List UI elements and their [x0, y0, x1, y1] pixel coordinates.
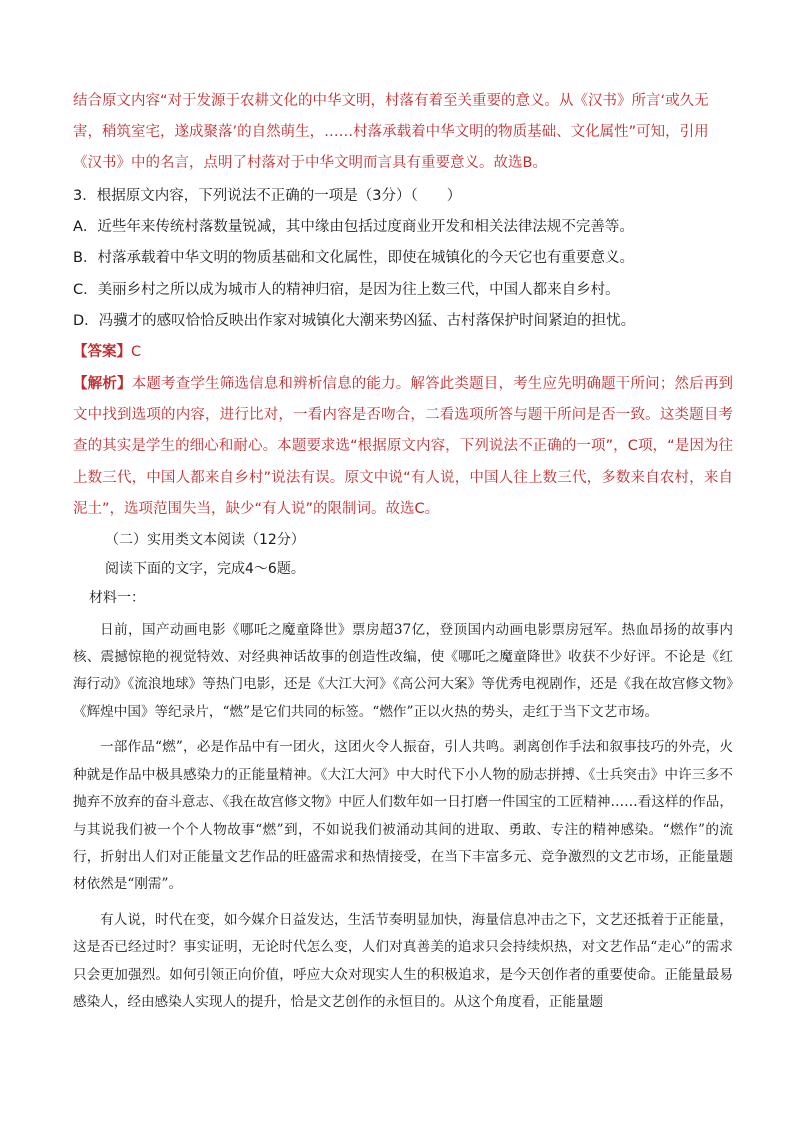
analysis-label: 【解析】 [73, 375, 132, 392]
material-paragraph: 一部作品“燃”，必是作品中有一团火，这团火令人振奋，引人共鸣。剥离创作手法和叙事技巧的外壳，火种就是作品中极具感染力的正能量精神。《大江大河》中大时代下小人物的励志拼搏、《士兵突击》中许三多不抛弃不放弃的奋斗意志、《我在故宫修文物》中匠人们数年如一日打磨一件国宝的工匠精神……看这样的作品，与其说我们被一个个人物故事“燃”到，不如说我们被涌动其间的进取、勇敢、专注的精神感染。“燃作”的流行，折射出人们对正能量文艺作品的旺盛需求和热情接受，在当下丰富多元、竞争激烈的文艺市场，正能量题材依然是“刚需”。 [73, 739, 733, 893]
material-paragraph: 有人说，时代在变，如今媒介日益发达，生活节奏明显加快，海量信息冲击之下，文艺还抵着于正能量，这是否已经过时？事实证明，无论时代怎么变，人们对真善美的追求只会持续炽热，对文艺作品“走心”的需求只会更加强烈。如何引领正向价值，呼应大众对现实人生的积极追求，是今天创作者的重要使命。正能量最易感染人，经由感染人实现人的提升，恰是文艺创作的永恒目的。从这个角度看，正能量题 [73, 911, 733, 1010]
option-c: C．美丽乡村之所以成为城市人的精神归宿，是因为往上数三代，中国人都来自乡村。 [73, 281, 620, 298]
answer-line [73, 337, 733, 368]
analysis-text: 本题考查学生筛选信息和辨析信息的能力。解答此类题目，考生应先明确题干所问；然后再到文中找到选项的内容，进行比对，一看内容是否吻合，二看选项所答与题干所问是否一致。这类题目考查的其实是学生的细心和耐心。本题要求选“根据原文内容，下列说法不正确的一项”，C项，“是因为往上数三代，中国人都来自乡村”说法有误。原文中说“有人说，中国人往上数三代，多数来自农村，来自泥土”，选项范围失当，缺少“有人说”的限制词。故选C。 [73, 375, 734, 518]
document-page [73, 86, 733, 1016]
answer-value: C [131, 344, 142, 361]
section-instruction: 阅读下面的文字，完成4～6题。 [105, 560, 305, 577]
option-a: A．近些年来传统村落数量锐减，其中缘由包括过度商业开发和相关法律法规不完善等。 [73, 218, 634, 235]
question-3-stem: 3．根据原文内容，下列说法不正确的一项是（3分）（ ） [73, 187, 462, 204]
material-label: 材料一： [89, 589, 145, 606]
section-title: （二）实用类文本阅读（12分） [105, 531, 305, 548]
material-paragraph: 日前，国产动画电影《哪吒之魔童降世》票房超37亿，登顶国内动画电影票房冠军。热血昂扬的故事内核、震撼惊艳的视觉特效、对经典神话故事的创造性改编，使《哪吒之魔童降世》收获不少好评。不论是《红海行动》《流浪地球》等热门电影，还是《大江大河》《高公河大案》等优秀电视剧作，还是《我在故宫修文物》《辉煌中国》等纪录片，“燃”是它们共同的标签。“燃作”正以火热的势头，走红于当下文艺市场。 [73, 621, 733, 720]
answer-label: 【答案】 [73, 344, 131, 361]
analysis-paragraph [73, 369, 733, 526]
option-b: B．村落承载着中华文明的物质基础和文化属性，即使在城镇化的今天它也有重要意义。 [73, 250, 634, 267]
previous-analysis: 结合原文内容“对于发源于农耕文化的中华文明，村落有着至关重要的意义。从《汉书》所言‘或久无害，稍筑室宅，遂成聚落’的自然萌生，……村落承载着中华文明的物质基础、文化属性”可知，引用《汉书》中的名言，点明了村落对于中华文明而言具有重要意义。故选B。 [73, 93, 709, 172]
option-d: D．冯骥才的感叹恰恰反映出作家对城镇化大潮来势凶猛、古村落保护时间紧迫的担忧。 [73, 313, 636, 330]
